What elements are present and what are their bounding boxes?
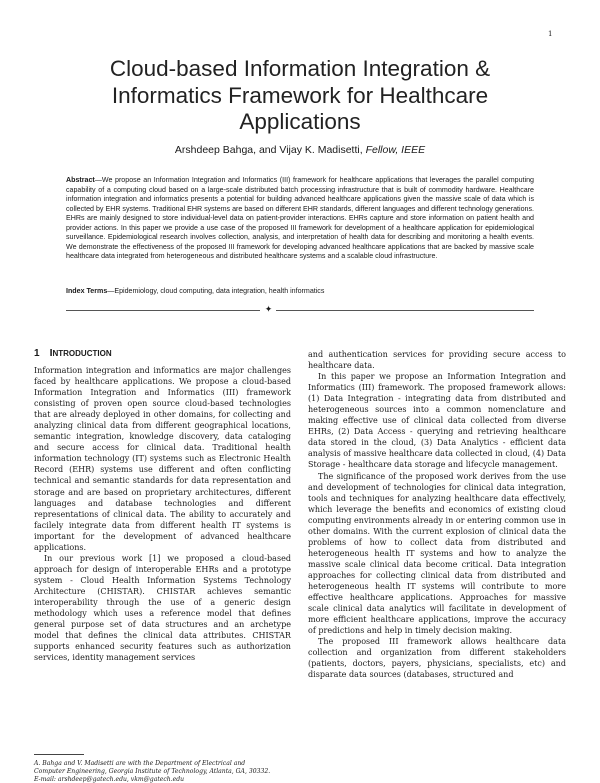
- author-role: Fellow, IEEE: [365, 144, 426, 156]
- divider-right: [276, 310, 534, 311]
- section-title-initial: I: [49, 347, 53, 359]
- index-terms: [66, 287, 534, 295]
- paragraph: In our previous work [1] we proposed a cloud-based approach for design of interoperable EHRs and a prototype system - Cloud Health Information Systems Technology Architecture (CHISTAR). CHISTAR achieves semantic interoperability through the use of a generic design methodology which uses a reference model that defines general purpose set of data structures and an archetype model that defines the clinical data attributes. CHISTAR supports enhanced security features such as authorization services, identity management services: [34, 553, 291, 663]
- paragraph: and authentication services for providing secure access to healthcare data.: [308, 350, 566, 371]
- divider-left: [66, 310, 260, 311]
- abstract: [66, 176, 534, 262]
- paper-title: Cloud-based Information Integration & Informatics Framework for Healthcare Applications: [109, 56, 491, 134]
- author-line: [60, 144, 540, 156]
- paragraph: The significance of the proposed work derives from the use and development of technologies for clinical data integration, tools and techniques for analyzing healthcare data effectively, which leverage the benefits and economics of existing cloud computing environments already in or entering common use in other domains. With the current explosion of clinical data the problems of how to collect data from distributed and heterogeneous health IT systems and how to analyze the massive scale clinical data become critical. Data integration approaches for collecting clinical data from distributed and heterogeneous health IT systems will contribute to more effective healthcare applications. Approaches for massive scale clinical data analytics will facilitate in development of more efficient healthcare applications, improve the accuracy of predictions and help in timely decision making.: [308, 471, 566, 636]
- section-heading: [34, 347, 112, 359]
- section-title-rest: NTRODUCTION: [52, 349, 112, 358]
- index-terms-label: Index Terms: [66, 287, 108, 295]
- footnote-rule: [34, 754, 84, 755]
- abstract-text: —We propose an Information Integration and Informatics (III) framework for healthcare applications that leverages the parallel computing capability of a computing cloud based on a large-scale distributed batch processing infrastructure that is built of commodity hardware. Healthcare information integration and informatics presents a potential for building advanced healthcare applications given the massive scale of data which is collected by EHR systems. Traditional EHR systems are based on different EHR standards, different languages and different technology generations. EHRs are mainly designed to store individual-level data on patient-provider interactions. EHRs capture and store information on patient health and provider actions. In this paper we provide a use case of the proposed III framework for development of a healthcare application for epidemiological surveillance. Epidemiological research involves collection, analysis, and interpretation of health data for describing and monitoring a health events. We demonstrate the effectiveness of the proposed III framework for developing advanced healthcare applications that are backed by massive scale healthcare data integrated from heterogeneous and distributed healthcare systems and a scalable cloud infrastructure.: [66, 176, 534, 261]
- footnote-line: A. Bahga and V. Madisetti are with the Department of Electrical and: [34, 760, 246, 767]
- right-column: [308, 349, 566, 680]
- paragraph: The proposed III framework allows healthcare data collection and organization from different stakeholders (patients, doctors, payers, physicians, specialists, etc) and disparate data sources (databases, structured and: [308, 637, 566, 680]
- footnote-line: E-mail: arshdeep@gatech.edu, vkm@gatech.edu: [34, 775, 185, 783]
- index-terms-text: —Epidemiology, cloud computing, data integration, health informatics: [107, 287, 325, 295]
- left-column: [34, 365, 291, 663]
- footnote-line: Computer Engineering, Georgia Institute of Technology, Atlanta, GA, 30332.: [34, 767, 271, 775]
- footnote: [34, 760, 291, 783]
- author-names: Arshdeep Bahga, and Vijay K. Madisetti,: [174, 144, 363, 156]
- page-number: 1: [548, 30, 553, 38]
- paragraph: Information integration and informatics are major challenges faced by healthcare applications. We propose a cloud-based Information Integration and Informatics (III) framework consisting of proven open source cloud-based technologies that are already deployed in other domains, for collecting and analyzing clinical data from different geographical locations, semantic integration, knowledge discovery, data cataloging and secure access for clinical data. Traditional health information technology (IT) systems such as Electronic Health Record (EHR) systems use different and often conflicting technical and semantic standards for data representation and storage and are based on proprietary architectures, different languages and database technologies and different representations of clinical data. The ability to accurately and facilely integrate data from different health IT systems is important for the development of advanced healthcare applications.: [34, 366, 291, 552]
- section-number: 1: [34, 348, 40, 359]
- divider-diamond-icon: ✦: [264, 304, 273, 314]
- paragraph: In this paper we propose an Information Integration and Informatics (III) framework. The proposed framework allows: (1) Data Integration - integrating data from distributed and heterogeneous sources into a common nomenclature and making effective use of clinical data collected from diverse EHRs, (2) Data Access - querying and retrieving healthcare data stored in the cloud, (3) Data Analytics - efficient data analysis of massive healthcare data collected in cloud, (4) Data Storage - healthcare data storage and lifecycle management.: [308, 372, 566, 470]
- abstract-label: Abstract: [66, 176, 95, 184]
